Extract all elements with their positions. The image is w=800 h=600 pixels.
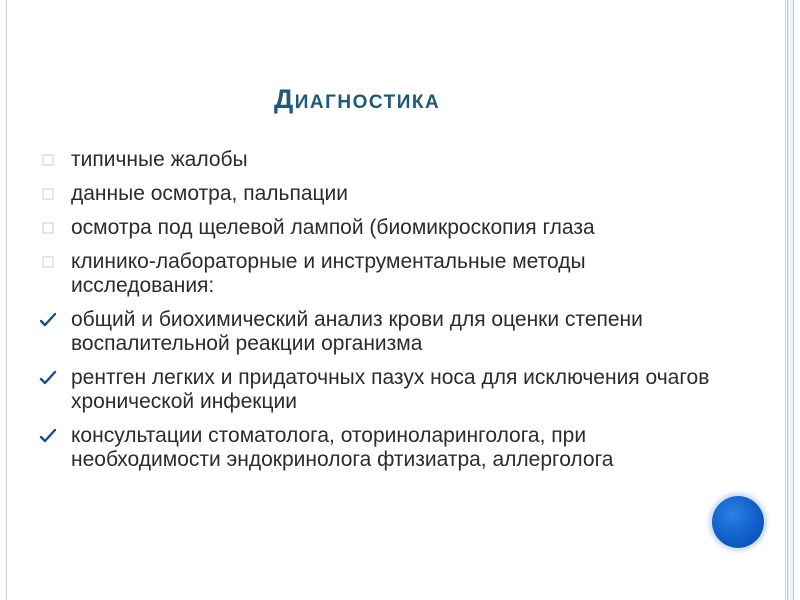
check-icon xyxy=(36,366,60,390)
right-stripe xyxy=(787,0,794,600)
bullet-item xyxy=(36,148,716,172)
square-bullet-icon xyxy=(36,182,60,206)
bullet-item xyxy=(36,182,716,206)
bullet-list xyxy=(36,148,716,482)
slide-nav-button[interactable] xyxy=(712,496,764,548)
check-icon xyxy=(36,424,60,448)
square-bullet-icon xyxy=(36,216,60,240)
bullet-text: клинико-лабораторные и инструментальные методы исследования: xyxy=(71,250,586,297)
square-bullet-icon xyxy=(36,250,60,274)
check-icon xyxy=(36,308,60,332)
bullet-item xyxy=(36,250,716,298)
bullet-text: типичные жалобы xyxy=(71,148,248,171)
bullet-item xyxy=(36,216,716,240)
bullet-text: осмотра под щелевой лампой (биомикроскопия глаза xyxy=(71,216,595,239)
bullet-text: данные осмотра, пальпации xyxy=(71,182,348,205)
bullet-text: консультации стоматолога, оториноларинголога, при необходимости эндокринолога фтизиатра, аллерголога xyxy=(71,424,614,471)
bullet-item xyxy=(36,308,716,356)
slide-title: Диагностика xyxy=(274,84,441,114)
bullet-text: общий и биохимический анализ крови для оценки степени воспалительной реакции организма xyxy=(71,308,643,355)
bullet-item xyxy=(36,366,716,414)
square-bullet-icon xyxy=(36,148,60,172)
bullet-item xyxy=(36,424,716,472)
bullet-text: рентген легких и придаточных пазух носа для исключения очагов хронической инфекции xyxy=(71,366,710,413)
